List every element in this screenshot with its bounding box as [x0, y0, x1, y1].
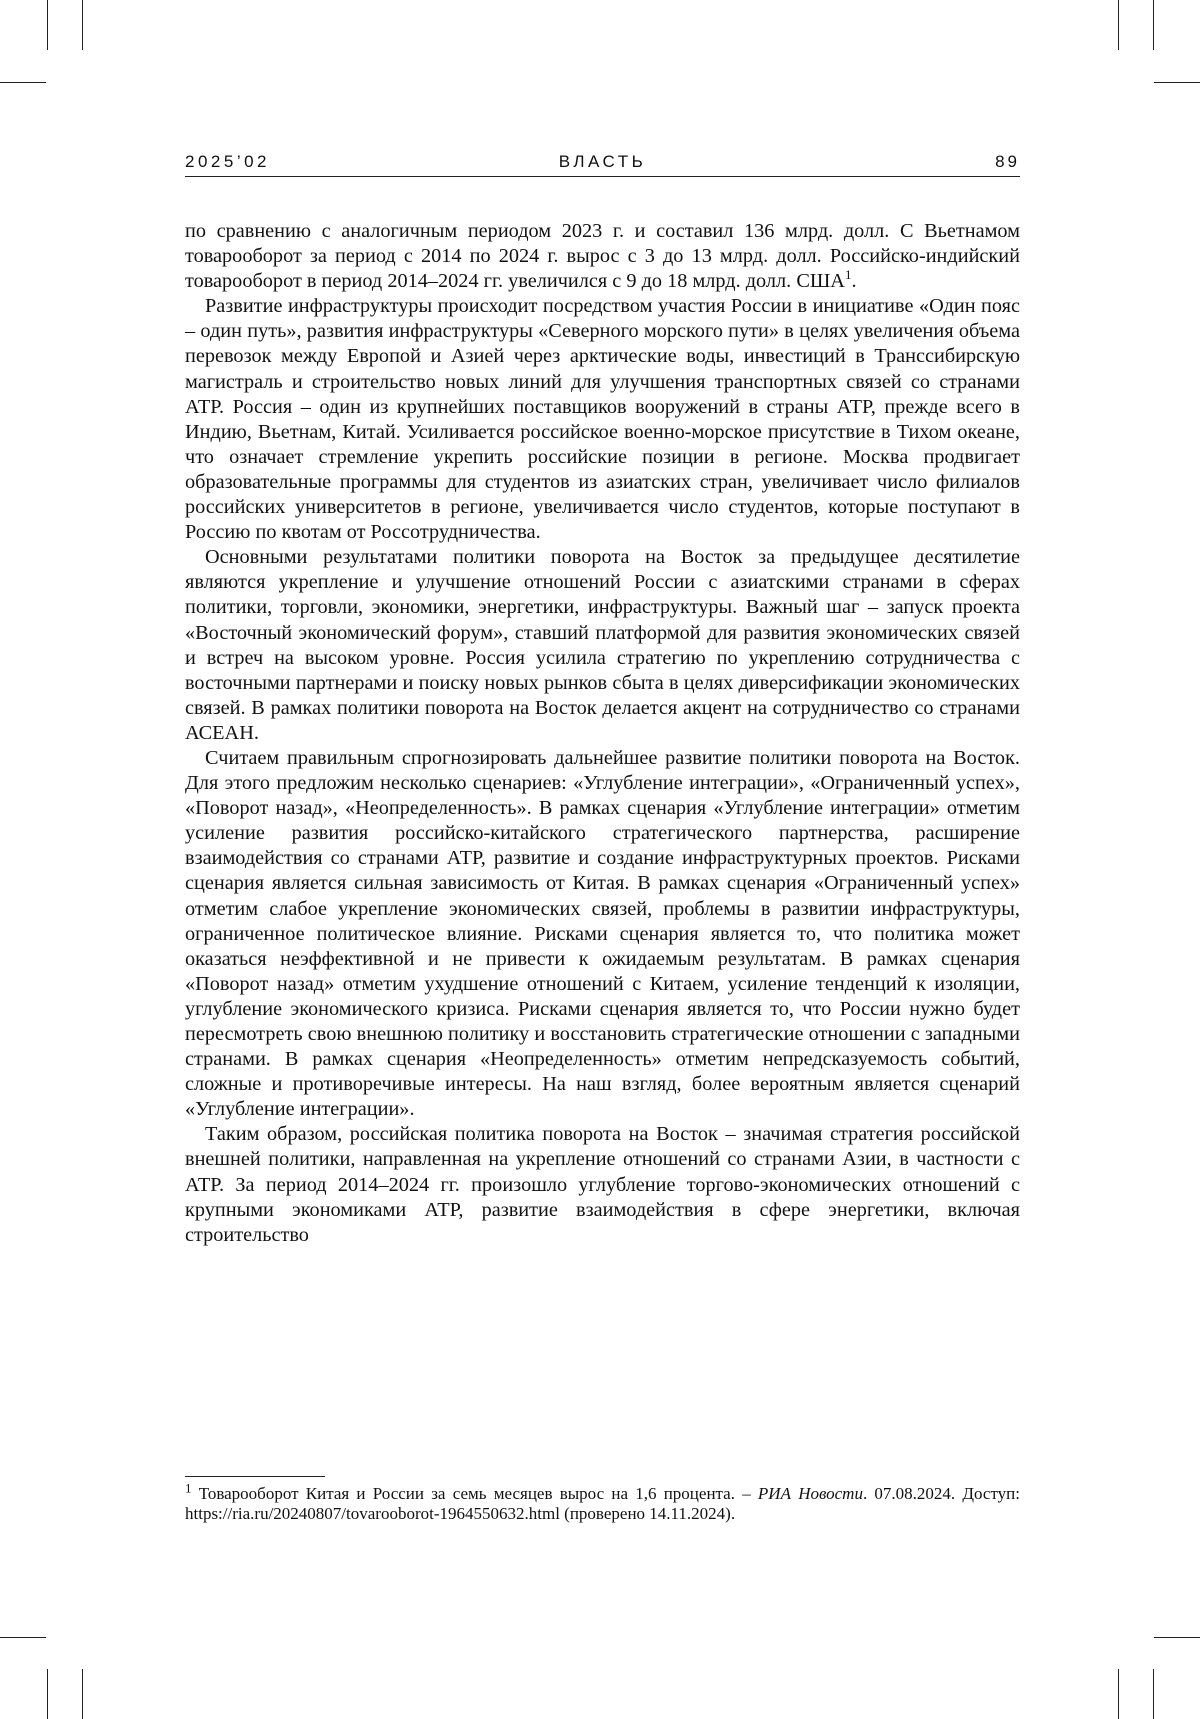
crop-mark — [82, 1669, 83, 1719]
footnote-ref[interactable]: 1 — [845, 267, 852, 282]
page-number: 89 — [995, 152, 1020, 172]
footnote-source: РИА Новости — [758, 1484, 863, 1503]
issue-number: 2025’02 — [185, 152, 270, 172]
journal-title: ВЛАСТЬ — [185, 152, 1020, 172]
footnote-details: . 07.08.2024. Доступ: https://ria.ru/20240807/tovarooborot-1964550632.html (проверено 14.11.2024). — [185, 1484, 1020, 1523]
crop-mark — [82, 0, 83, 50]
crop-mark — [1118, 1669, 1119, 1719]
crop-mark — [47, 1669, 48, 1719]
running-header — [185, 150, 1020, 177]
crop-mark — [47, 0, 48, 50]
footnote-divider — [185, 1476, 325, 1477]
paragraph: Основными результатами политики поворота на Восток за предыдущее десятилетие являются укрепление и улучшение отношений России с азиатскими странами в сферах политики, торговли, экономики, энергетики, инфраструктуры. Важный шаг – запуск проекта «Восточный экономический форум», ставший платформой для развития экономических связей и встреч на высоком уровне. Россия усилила стратегию по укреплению сотрудничества с восточными партнерами и поиску новых рынков сбыта в целях диверсификации экономических связей. В рамках политики поворота на Восток делается акцент на сотрудничество со странами АСЕАН. — [185, 545, 1020, 746]
crop-mark — [1118, 0, 1119, 50]
footnote-text: Товарооборот Китая и России за семь месяцев вырос на 1,6 процента. – — [192, 1484, 758, 1503]
crop-mark — [0, 82, 46, 83]
crop-mark — [1153, 1669, 1154, 1719]
crop-mark — [1154, 82, 1200, 83]
footnote-marker: 1 — [185, 1480, 192, 1495]
crop-mark — [1153, 0, 1154, 50]
paragraph-text: по сравнению с аналогичным периодом 2023 г. и составил 136 млрд. долл. С Вьетнамом товарооборот за период с 2014 по 2024 г. вырос с 3 до 13 млрд. долл. Российско-индийский товарооборот в период 2014–2024 гг. увеличился с 9 до 18 млрд. долл. США — [185, 220, 1020, 292]
paragraph: Таким образом, российская политика поворота на Восток – значимая стратегия российской внешней политики, направленная на укрепление отношений со странами Азии, в частности с АТР. За период 2014–2024 гг. произошло углубление торгово-экономических отношений с крупными экономиками АТР, развитие взаимодействия в сфере энергетики, включая строительство — [185, 1122, 1020, 1247]
article-body — [185, 219, 1020, 1248]
footnote — [185, 1484, 1020, 1524]
crop-mark — [0, 1637, 46, 1638]
crop-mark — [1154, 1637, 1200, 1638]
paragraph: Считаем правильным спрогнозировать дальнейшее развитие политики поворота на Восток. Для этого предложим несколько сценариев: «Углубление интеграции», «Ограниченный успех», «Поворот назад», «Неопределенность». В рамках сценария «Углубление интеграции» отметим усиление развития российско-китайского стратегического партнерства, расширение взаимодействия со странами АТР, развитие и создание инфраструктурных проектов. Рисками сценария является сильная зависимость от Китая. В рамках сценария «Ограниченный успех» отметим слабое укрепление экономических связей, проблемы в развитии инфраструктуры, ограниченное политическое влияние. Рисками сценария является то, что политика может оказаться неэффективной и не привести к ожидаемым результатам. В рамках сценария «Поворот назад» отметим ухудшение отношений с Китаем, усиление тенденций к изоляции, углубление экономического кризиса. Рисками сценария является то, что России нужно будет пересмотреть свою внешнюю политику и восстановить стратегические отношении с западными странами. В рамках сценария «Неопределенность» отметим непредсказуемость событий, сложные и противоречивые интересы. На наш взгляд, более вероятным является сценарий «Углубление интеграции». — [185, 746, 1020, 1122]
paragraph: Развитие инфраструктуры происходит посредством участия России в инициативе «Один пояс – один путь», развития инфраструктуры «Северного морского пути» в целях увеличения объема перевозок между Европой и Азией через арктические воды, инвестиций в Транссибирскую магистраль и строительство новых линий для улучшения транспортных связей со странами АТР. Россия – один из крупнейших поставщиков вооружений в страны АТР, прежде всего в Индию, Вьетнам, Китай. Усиливается российское военно-морское присутствие в Тихом океане, что означает стремление укрепить российские позиции в регионе. Москва продвигает образовательные программы для студентов из азиатских стран, увеличивает число филиалов российских университетов в регионе, увеличивается число студентов, которые поступают в Россию по квотам от Россотрудничества. — [185, 294, 1020, 545]
paragraph: по сравнению с аналогичным периодом 2023 г. и составил 136 млрд. долл. С Вьетнамом товарооборот за период с 2014 по 2024 г. вырос с 3 до 13 млрд. долл. Российско-индийский товарооборот в период 2014–2024 гг. увеличился с 9 до 18 млрд. долл. США1. — [185, 219, 1020, 294]
